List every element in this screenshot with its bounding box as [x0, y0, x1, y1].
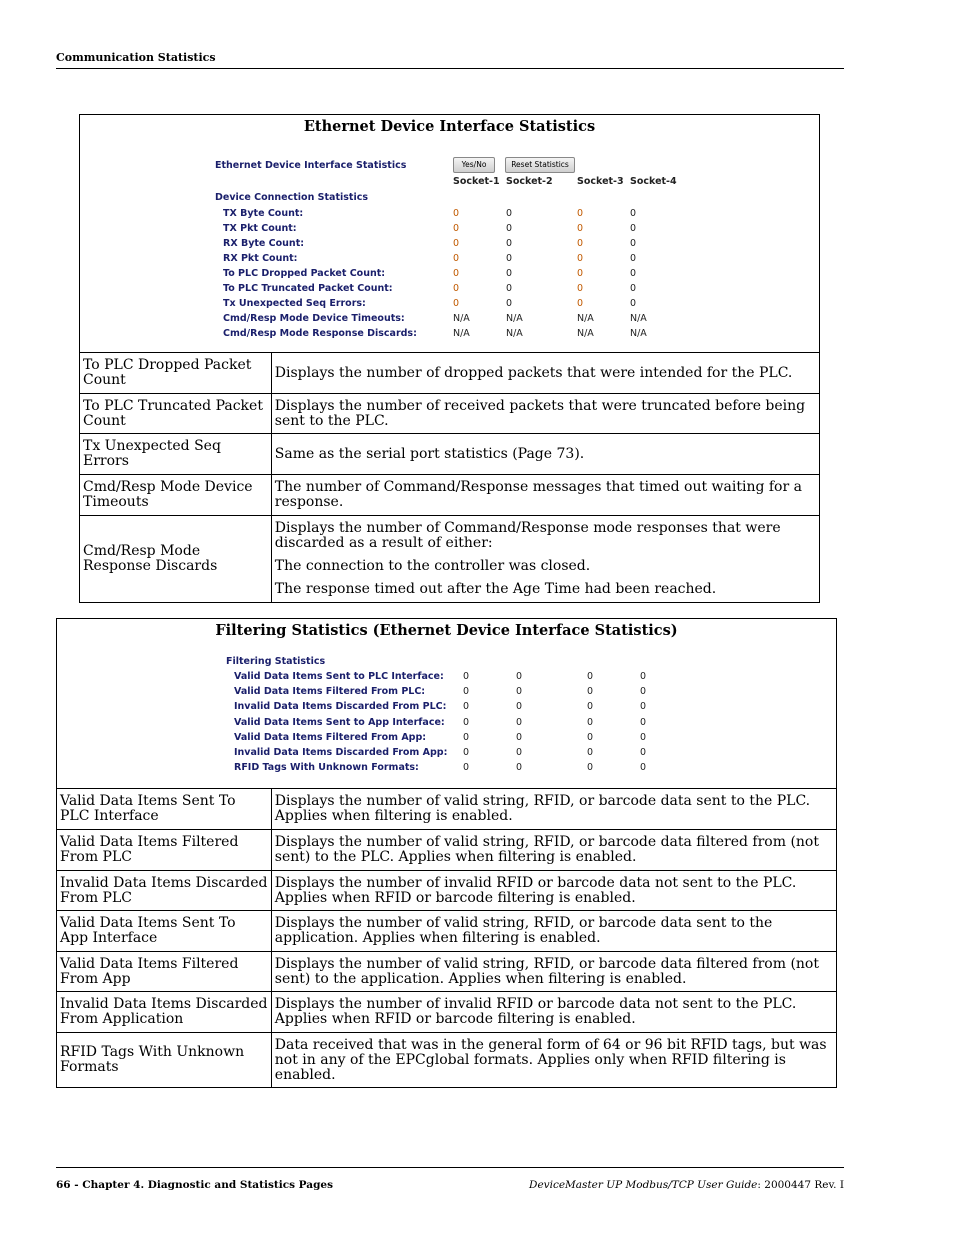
- stat-value: 0: [453, 238, 460, 249]
- filter-stat-value: 0: [640, 747, 647, 758]
- filter-stat-value: 0: [516, 747, 523, 758]
- filter-stat-value: 0: [587, 762, 594, 774]
- stat-value: N/A: [577, 328, 594, 339]
- filter-stat-value: 0: [463, 731, 470, 743]
- filter-stat-value: 0: [463, 747, 470, 758]
- stat-value: 0: [506, 298, 513, 309]
- description-text: The response timed out after the Age Time had been reached.: [274, 581, 717, 597]
- term-text: To PLC Dropped Packet Count: [83, 357, 252, 388]
- stat-value: N/A: [630, 313, 647, 324]
- stat-value: 0: [453, 253, 460, 264]
- definition-row: [57, 871, 837, 911]
- filtering-screenshot-row: [57, 619, 837, 789]
- term-cell: [57, 1033, 272, 1088]
- description-cell: [271, 830, 836, 871]
- stat-value: 0: [577, 268, 584, 279]
- filter-stat-value: 0: [516, 762, 523, 774]
- stat-value: 0: [630, 223, 637, 234]
- description-cell: [271, 992, 836, 1033]
- description-cell: [271, 871, 836, 911]
- description-text: Displays the number of dropped packets that were intended for the PLC.: [274, 364, 793, 381]
- footer-doc: [529, 1179, 844, 1191]
- description-text: The number of Command/Response messages that timed out waiting for a response.: [274, 479, 802, 510]
- description-text: Displays the number of valid string, RFID, or barcode data filtered from (not sent) to the PLC. Applies when filtering is enabled.: [274, 834, 819, 865]
- filter-stat-value: 0: [587, 686, 594, 698]
- description-text: Data received that was in the general form of 64 or 96 bit RFID tags, but was not in any of the EPCglobal formats. Applies only when RFID filtering is enabled.: [274, 1036, 827, 1083]
- stat-value: 0: [630, 253, 637, 264]
- term-cell: [57, 952, 272, 992]
- description-cell: [271, 952, 836, 992]
- stat-value: N/A: [453, 328, 470, 339]
- definition-row: [80, 353, 820, 394]
- stat-value: 0: [453, 208, 460, 219]
- term-cell: [80, 434, 272, 475]
- filtering-section-title: Filtering Statistics: [226, 656, 326, 667]
- term-text: RFID Tags With Unknown Formats: [60, 1044, 245, 1075]
- definition-row: [57, 789, 837, 830]
- description-text: Displays the number of invalid RFID or barcode data not sent to the PLC. Applies when RFID or barcode filtering is enabled.: [274, 996, 797, 1027]
- ethernet-screenshot: [80, 134, 819, 344]
- filter-stat-label: Valid Data Items Sent to PLC Interface:: [234, 671, 444, 682]
- term-text: To PLC Truncated Packet Count: [83, 397, 263, 429]
- filter-stat-label: Invalid Data Items Discarded From App:: [234, 747, 448, 758]
- stat-label: RX Byte Count:: [223, 238, 305, 249]
- term-text: Cmd/Resp Mode Device Timeouts: [83, 479, 253, 510]
- ethernet-caption: Ethernet Device Interface Statistics: [303, 118, 596, 135]
- stat-value: N/A: [630, 328, 647, 339]
- description-cell: [271, 394, 819, 434]
- term-text: Valid Data Items Sent To App Interface: [60, 915, 236, 946]
- filter-stat-label: Invalid Data Items Discarded From PLC:: [234, 701, 447, 713]
- filtering-screenshot: [57, 638, 836, 783]
- term-text: Cmd/Resp Mode Response Discards: [83, 543, 218, 574]
- term-cell: [80, 394, 272, 434]
- screen-title: Ethernet Device Interface Statistics: [215, 160, 407, 171]
- footer-doc-title: DeviceMaster UP Modbus/TCP User Guide: [529, 1179, 758, 1191]
- stat-label: TX Pkt Count:: [223, 223, 297, 234]
- socket-header: Socket-3: [577, 176, 624, 187]
- description-text: Displays the number of invalid RFID or barcode data not sent to the PLC. Applies when RFID or barcode filtering is enabled.: [274, 874, 797, 906]
- term-text: Valid Data Items Sent To PLC Interface: [60, 793, 236, 824]
- filter-stat-value: 0: [640, 686, 647, 698]
- term-cell: [57, 911, 272, 952]
- stat-value: 0: [630, 268, 637, 279]
- term-text: Invalid Data Items Discarded From Application: [60, 996, 268, 1027]
- term-text: Valid Data Items Filtered From PLC: [60, 834, 239, 865]
- stat-label: Tx Unexpected Seq Errors:: [223, 298, 366, 309]
- filter-stat-value: 0: [516, 671, 523, 682]
- description-cell: [271, 1033, 836, 1088]
- term-text: Valid Data Items Filtered From App: [60, 955, 239, 987]
- ethernet-stats-table: [79, 114, 820, 603]
- term-cell: [57, 992, 272, 1033]
- stat-value: N/A: [577, 313, 594, 324]
- definition-row: [80, 516, 820, 603]
- description-text: Displays the number of valid string, RFID, or barcode data filtered from (not sent) to the application. Applies when filtering is enabled.: [274, 955, 819, 987]
- socket-header: Socket-1: [453, 176, 500, 187]
- stat-label: To PLC Truncated Packet Count:: [223, 283, 393, 294]
- header-title: Communication Statistics: [56, 51, 216, 64]
- stat-value: 0: [577, 238, 584, 249]
- filter-stat-value: 0: [516, 701, 523, 713]
- stat-value: 0: [506, 223, 513, 234]
- description-text: Displays the number of valid string, RFID, or barcode data sent to the PLC. Applies when filtering is enabled.: [274, 793, 811, 824]
- description-cell: [271, 475, 819, 516]
- filter-stat-value: 0: [463, 686, 470, 698]
- running-header: [56, 51, 844, 69]
- stat-value: 0: [506, 253, 513, 264]
- definition-row: [80, 434, 820, 475]
- footer-page: 66 - Chapter 4. Diagnostic and Statistics Pages: [56, 1179, 333, 1191]
- stat-value: 0: [453, 298, 460, 309]
- description-cell: [271, 434, 819, 475]
- stat-value: 0: [577, 253, 584, 264]
- definition-row: [57, 992, 837, 1033]
- filter-stat-label: Valid Data Items Filtered From PLC:: [234, 686, 426, 698]
- stat-value: 0: [453, 223, 460, 234]
- filter-stat-value: 0: [463, 701, 470, 713]
- description-text: Same as the serial port statistics (Page 73).: [274, 445, 585, 462]
- running-footer: [56, 1167, 844, 1191]
- definition-row: [57, 911, 837, 952]
- stat-value: 0: [506, 268, 513, 279]
- term-cell: [57, 830, 272, 871]
- stat-value: N/A: [506, 328, 523, 339]
- term-text: Tx Unexpected Seq Errors: [83, 438, 221, 469]
- filter-stat-value: 0: [516, 731, 523, 743]
- term-cell: [57, 871, 272, 911]
- stat-label: Cmd/Resp Mode Device Timeouts:: [223, 313, 405, 324]
- definition-row: [57, 952, 837, 992]
- filter-stat-value: 0: [640, 762, 647, 774]
- filter-stat-value: 0: [516, 716, 523, 728]
- filter-stat-value: 0: [587, 731, 594, 743]
- term-cell: [80, 353, 272, 394]
- filter-stat-value: 0: [640, 731, 647, 743]
- stat-value: N/A: [453, 313, 470, 324]
- stat-value: 0: [577, 223, 584, 234]
- section-title: Device Connection Statistics: [215, 192, 368, 203]
- definition-row: [80, 475, 820, 516]
- stat-value: 0: [577, 298, 584, 309]
- definition-row: [80, 394, 820, 434]
- filter-stat-value: 0: [640, 716, 647, 728]
- filtering-stats-table: [56, 618, 837, 1088]
- socket-header: Socket-2: [506, 176, 553, 187]
- stat-value: 0: [453, 283, 460, 294]
- description-text: Displays the number of valid string, RFID, or barcode data sent to the application. Applies when filtering is enabled.: [274, 915, 773, 946]
- term-cell: [80, 475, 272, 516]
- socket-header: Socket-4: [630, 176, 677, 187]
- description-cell: [271, 516, 819, 603]
- filter-stat-value: 0: [587, 747, 594, 758]
- description-cell: [271, 789, 836, 830]
- stat-value: 0: [630, 208, 637, 219]
- stat-label: RX Pkt Count:: [223, 253, 298, 264]
- stat-value: 0: [630, 283, 637, 294]
- stat-value: 0: [630, 298, 637, 309]
- ethernet-screenshot-row: [80, 115, 820, 353]
- stat-value: 0: [577, 283, 584, 294]
- stat-value: 0: [453, 268, 460, 279]
- stat-value: 0: [506, 238, 513, 249]
- filter-stat-value: 0: [587, 701, 594, 713]
- filter-stat-value: 0: [587, 671, 594, 682]
- stat-value: 0: [506, 208, 513, 219]
- description-text: Displays the number of received packets that were truncated before being sent to the PLC.: [274, 397, 806, 429]
- filter-stat-label: Valid Data Items Sent to App Interface:: [234, 716, 445, 728]
- filter-stat-value: 0: [587, 716, 594, 728]
- filter-stat-value: 0: [640, 701, 647, 713]
- term-cell: [57, 789, 272, 830]
- term-text: Invalid Data Items Discarded From PLC: [60, 874, 268, 906]
- filtering-caption: Filtering Statistics (Ethernet Device Interface Statistics): [215, 622, 678, 639]
- stat-value: 0: [630, 238, 637, 249]
- term-cell: [80, 516, 272, 603]
- definition-row: [57, 830, 837, 871]
- stat-label: TX Byte Count:: [223, 208, 304, 219]
- description-cell: [271, 353, 819, 394]
- stat-value: N/A: [506, 313, 523, 324]
- footer-doc-rev: : 2000447 Rev. I: [757, 1179, 844, 1191]
- stat-label: Cmd/Resp Mode Response Discards:: [223, 328, 417, 339]
- filter-stat-value: 0: [463, 671, 470, 682]
- filter-stat-label: RFID Tags With Unknown Formats:: [234, 762, 419, 774]
- description-text: The connection to the controller was closed.: [274, 558, 591, 574]
- filter-stat-value: 0: [463, 716, 470, 728]
- filter-stat-value: 0: [516, 686, 523, 698]
- filter-stat-label: Valid Data Items Filtered From App:: [234, 731, 427, 743]
- filter-stat-value: 0: [640, 671, 647, 682]
- description-cell: [271, 911, 836, 952]
- stat-value: 0: [506, 283, 513, 294]
- description-text: Displays the number of Command/Response mode responses that were discarded as a result of either:: [274, 520, 781, 551]
- filter-stat-value: 0: [463, 762, 470, 774]
- stat-value: 0: [577, 208, 584, 219]
- yes-no-button[interactable]: Yes/No: [453, 157, 495, 173]
- stat-label: To PLC Dropped Packet Count:: [223, 268, 386, 279]
- reset-statistics-button[interactable]: Reset Statistics: [505, 157, 575, 173]
- definition-row: [57, 1033, 837, 1088]
